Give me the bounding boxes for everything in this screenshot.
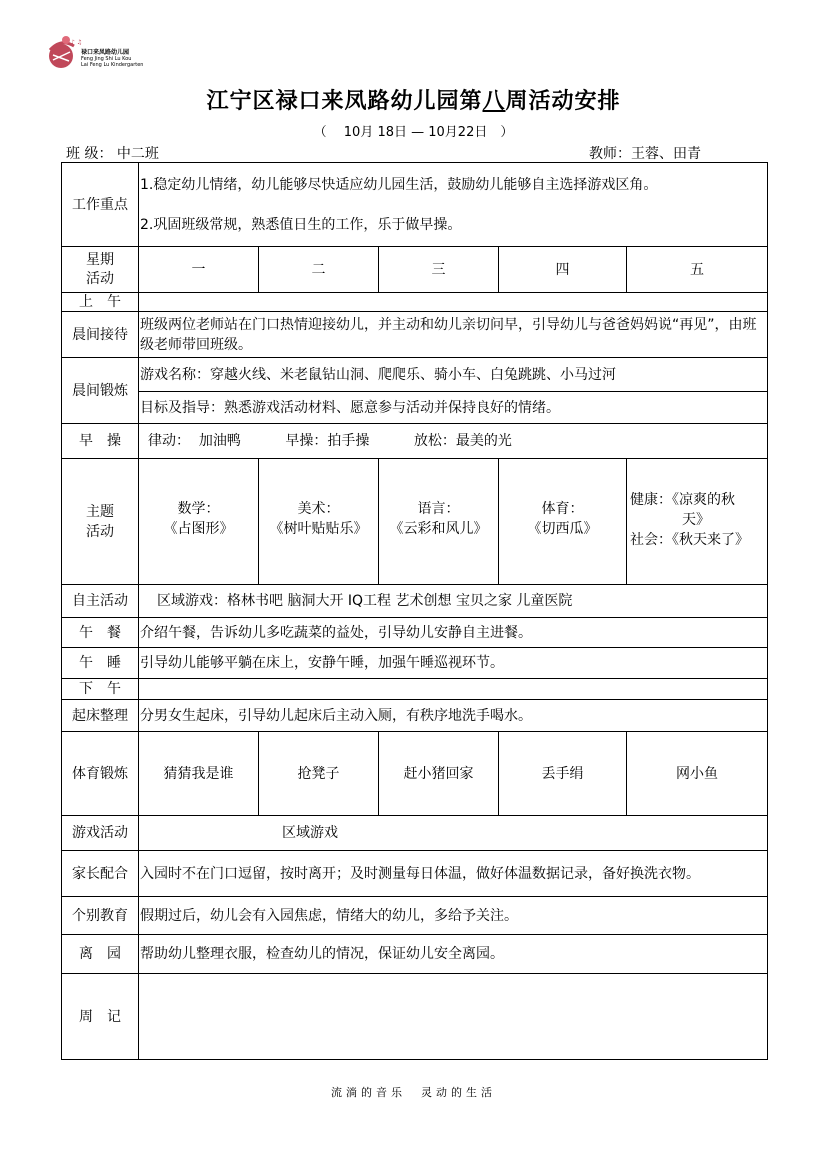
game-label: 游戏活动	[62, 816, 139, 851]
exercise-game: 游戏名称：穿越火线、米老鼠钻山洞、爬爬乐、骑小车、白兔跳跳、小马过河	[139, 358, 768, 392]
afternoon-empty	[139, 679, 768, 700]
focus-label: 工作重点	[62, 163, 139, 247]
theme-thu-subject: 体育：	[541, 501, 584, 517]
row-exercise-1	[62, 358, 768, 392]
pe-mon: 猜猜我是谁	[139, 732, 259, 816]
theme-label	[62, 459, 139, 585]
row-morning	[62, 293, 768, 312]
theme-mon	[139, 459, 259, 585]
wake-label: 起床整理	[62, 700, 139, 732]
row-wake	[62, 700, 768, 732]
pe-wed: 赶小猪回家	[379, 732, 499, 816]
theme-wed-subject: 语言：	[417, 501, 460, 517]
individual-label: 个别教育	[62, 897, 139, 935]
row-game	[62, 816, 768, 851]
reception-label: 晨间接待	[62, 312, 139, 358]
focus-cell	[139, 163, 768, 247]
pe-tue: 抢凳子	[259, 732, 379, 816]
footer-slogan: 流淌的音乐 灵动的生活	[331, 1086, 496, 1099]
title-suffix: 周活动安排	[505, 89, 621, 114]
day-tue: 二	[259, 247, 379, 293]
row-reception	[62, 312, 768, 358]
row-header	[62, 247, 768, 293]
theme-fri-line-1: 健康：《凉爽的秋	[630, 492, 735, 508]
theme-tue-subject: 美术：	[297, 501, 340, 517]
notes-label: 周 记	[62, 974, 139, 1060]
logo-name: 禄口来凤路幼儿园	[81, 49, 130, 56]
theme-tue-title: 《树叶贴贴乐》	[269, 521, 368, 537]
title-week: 八	[482, 89, 506, 114]
parent-label: 家长配合	[62, 851, 139, 897]
theme-thu-title: 《切西瓜》	[527, 521, 598, 537]
date-range: （ 10月 18日 — 10月22日 ）	[313, 125, 514, 140]
row-leave	[62, 935, 768, 974]
theme-wed-title: 《云彩和风儿》	[389, 521, 488, 537]
row-drill	[62, 424, 768, 459]
focus-item-2: 2.巩固班级常规，熟悉值日生的工作，乐于做早操。	[140, 217, 462, 233]
exercise-label: 晨间锻炼	[62, 358, 139, 424]
logo-caption	[81, 50, 143, 68]
free-text: 区域游戏：格林书吧 脑洞大开 IQ工程 艺术创想 宝贝之家 儿童医院	[139, 585, 768, 618]
header-activity: 活动	[86, 270, 114, 287]
row-parent	[62, 851, 768, 897]
theme-tue	[259, 459, 379, 585]
title-prefix: 江宁区禄口来凤路幼儿园第	[206, 89, 483, 114]
wake-text: 分男女生起床，引导幼儿起床后主动入厕，有秩序地洗手喝水。	[139, 700, 768, 732]
theme-fri-line-3: 社会：《秋天来了》	[630, 532, 749, 548]
individual-text: 假期过后，幼儿会有入园焦虑，情绪大的幼儿，多给予关注。	[139, 897, 768, 935]
class-info: 班 级： 中二班	[66, 146, 159, 162]
theme-thu	[499, 459, 627, 585]
theme-label-2: 活动	[86, 523, 114, 540]
notes-area	[139, 974, 768, 1060]
pe-thu: 丢手绢	[499, 732, 627, 816]
morning-empty	[139, 293, 768, 312]
lunch-label: 午 餐	[62, 618, 139, 648]
reception-text: 班级两位老师站在门口热情迎接幼儿，并主动和幼儿亲切问早，引导幼儿与爸爸妈妈说“再见”，由班级老师带回班级。	[139, 312, 768, 358]
row-afternoon	[62, 679, 768, 700]
logo-pinyin-2: Lai Feng Lu Kindergarten	[81, 62, 144, 68]
lunch-text: 介绍午餐，告诉幼儿多吃蔬菜的益处，引导幼儿安静自主进餐。	[139, 618, 768, 648]
row-focus	[62, 163, 768, 247]
parent-text: 入园时不在门口逗留，按时离开；及时测量每日体温，做好体温数据记录，备好换洗衣物。	[139, 851, 768, 897]
row-individual	[62, 897, 768, 935]
page-title	[0, 84, 827, 115]
day-mon: 一	[139, 247, 259, 293]
schedule-table	[61, 162, 768, 1060]
morning-label: 上 午	[62, 293, 139, 312]
row-notes	[62, 974, 768, 1060]
pe-label: 体育锻炼	[62, 732, 139, 816]
pe-fri: 网小鱼	[627, 732, 768, 816]
leave-label: 离 园	[62, 935, 139, 974]
header-week-activity	[62, 247, 139, 293]
theme-fri	[627, 459, 768, 585]
game-text: 区域游戏	[139, 816, 768, 851]
drill-text: 律动： 加油鸭 早操：拍手操 放松：最美的光	[139, 424, 768, 459]
exercise-goal: 目标及指导：熟悉游戏活动材料、愿意参与活动并保持良好的情绪。	[139, 392, 768, 424]
theme-mon-subject: 数学：	[177, 501, 220, 517]
day-fri: 五	[627, 247, 768, 293]
row-lunch	[62, 618, 768, 648]
logo-pinyin-1: Feng Jing Shi Lu Kou	[81, 56, 132, 62]
row-theme	[62, 459, 768, 585]
day-thu: 四	[499, 247, 627, 293]
theme-mon-title: 《占图形》	[163, 521, 234, 537]
row-pe	[62, 732, 768, 816]
row-nap	[62, 648, 768, 679]
drill-label: 早 操	[62, 424, 139, 459]
theme-wed	[379, 459, 499, 585]
afternoon-label: 下 午	[62, 679, 139, 700]
nap-label: 午 睡	[62, 648, 139, 679]
day-wed: 三	[379, 247, 499, 293]
header-week: 星期	[86, 251, 114, 268]
row-exercise-2	[62, 392, 768, 424]
nap-text: 引导幼儿能够平躺在床上，安静午睡，加强午睡巡视环节。	[139, 648, 768, 679]
leave-text: 帮助幼儿整理衣服，检查幼儿的情况，保证幼儿安全离园。	[139, 935, 768, 974]
free-label: 自主活动	[62, 585, 139, 618]
focus-item-1: 1.稳定幼儿情绪，幼儿能够尽快适应幼儿园生活，鼓励幼儿能够自主选择游戏区角。	[140, 177, 658, 193]
svg-text:♪ ♫: ♪ ♫	[71, 39, 83, 46]
theme-fri-line-2: 天》	[682, 512, 710, 528]
row-free	[62, 585, 768, 618]
theme-label-1: 主题	[86, 503, 114, 520]
teacher-info: 教师：王蓉、田青	[589, 146, 701, 162]
